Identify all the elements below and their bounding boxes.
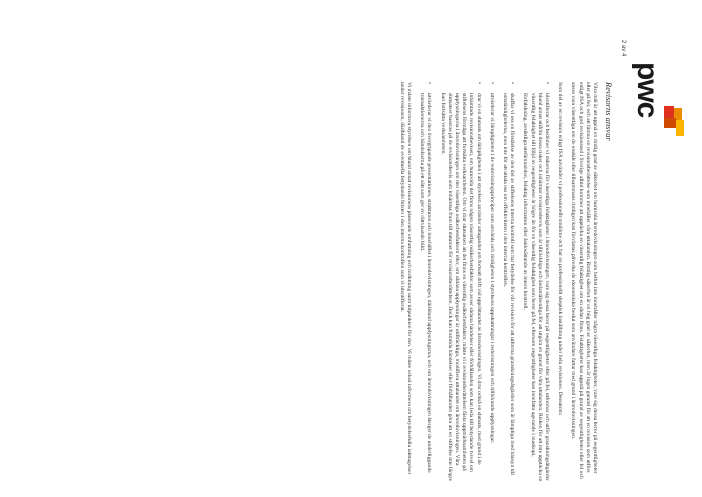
page-content bbox=[392, 82, 624, 482]
logo-wordmark: pwc bbox=[631, 62, 664, 118]
bullet-icon: • bbox=[426, 82, 433, 84]
bullet-icon: • bbox=[543, 82, 550, 84]
audit-actions-list bbox=[418, 82, 550, 482]
list-item bbox=[418, 82, 432, 482]
bullet-icon: • bbox=[488, 82, 495, 84]
section-heading: Revisorns ansvar bbox=[604, 82, 614, 141]
list-item bbox=[488, 82, 495, 482]
list-item bbox=[501, 82, 515, 482]
list-item-text: identifierar och bedömer vi riskerna för väsentliga felaktigheter i årsredovisningen, vare sig dessa beror på oegentligheter eller på fel, utformar och utför granskningsåtgärder bland annat utifrån dessa risker och inhämtar revisionsbevis som är tillräckliga och ändamålsenliga för att utgöra en grund för våra uttalanden. Risken för att inte upptäcka en väsentlig felaktighet till följd av oegentligheter är högre än för en väsentlig felaktighet som beror på fel, eftersom oegentligheter kan innefatta agerande i maskopi, förfalskning, avsiktliga utelämnanden, felaktig information eller åsidosättande av intern kontroll. bbox=[522, 93, 550, 482]
logo-block-yellow bbox=[676, 120, 684, 136]
list-item-text: utvärderar vi lämpligheten i de redovisningsprinciper som används och rimligheten i styrelsens uppskattningar i redovisningen och tillhörande upplysningar. bbox=[488, 93, 495, 444]
bullet-icon: • bbox=[475, 82, 482, 84]
list-item-text: skaffar vi oss en förståelse av den del av stiftelsens interna kontroll som har betydelse för vår revision för att utforma granskningsåtgärder som är lämpliga med hänsyn till omständigheterna, men inte för att uttala oss om effektiviteten i den interna kontrollen. bbox=[501, 93, 516, 475]
isa-paragraph: Som del av en revision enligt ISA använder vi professionellt omdöme och har en professionellt skeptisk inställning under hela revisionen. Dessutom: bbox=[557, 82, 564, 416]
list-item bbox=[438, 82, 481, 482]
list-item-text: drar vi en slutsats om lämpligheten i att styrelsen använder antagandet om fortsatt drift vid upprättandet av årsredovisningen. Vi drar också en slutsats, med grund i de inhämtade revisionsbevisen, om huruvida det finns någon väsentlig osäkerhetsfaktor som avser sådana händelser eller förhållanden som kan leda till betydande tvivel om stiftelsens förmåga att fortsätta verksamheten. Om vi drar slutsatsen att det finns en väsentlig osäkerhetsfaktor, måste vi i revisionsberättelsen fästa uppmärksamheten på upplysningarna i årsredovisningen om den väsentliga osäkerhetsfaktorn eller, om sådana upplysningar är otillräckliga, modifiera uttalandet om årsredovisningen. Våra slutsatser baseras på de revisionsbevis som inhämtas fram till datumet för revisionsberättelsen. Dock kan framtida händelser eller förhållanden göra att en stiftelse inte längre kan fortsätta verksamheten. bbox=[439, 93, 482, 482]
bullet-icon: • bbox=[509, 82, 516, 84]
list-item-text: utvärderar vi den övergripande presentationen, strukturen och innehållet i årsredovisningen, däribland upplysningarna, och om årsredovisningen återger de underliggande transaktionerna och händelserna på ett sätt som ger en rättvisande bild. bbox=[419, 93, 433, 473]
list-item bbox=[521, 82, 550, 482]
intro-paragraph: Våra mål är att uppnå en rimlig grad av säkerhet om huruvida årsredovisningen som helhet inte innehåller några väsentliga felaktigheter, vare sig dessa beror på oegentligheter eller på fel, och att lämna en revisionsberättelse som innehåller våra uttalanden. Rimlig säkerhet är en hög grad av säkerhet, men är ingen garanti för att en revision som utförs enligt ISA och god revisionssed i Sverige alltid kommer att upptäcka en väsentlig felaktighet om en sådan finns. Felaktigheter kan uppstå på grund av oegentligheter eller fel och anses vara väsentliga om de enskilt eller tillsammans rimligen kan förväntas påverka de ekonomiska beslut som användare fattar med grund i årsredovisningen. bbox=[570, 82, 598, 479]
closing-paragraph: Vi måste informera styrelsen om bland annat revisionens planerade omfattning och inriktning samt tidpunkten för den. Vi måste också informera om betydelsefulla iakttagelser under revisionen, däribland de eventuella betydande brister i den interna kontrollen som vi identifierat. bbox=[398, 82, 412, 475]
logo-block-rose bbox=[664, 118, 676, 128]
pwc-logo bbox=[624, 62, 684, 142]
page-number: 2 av 4 bbox=[620, 40, 626, 57]
